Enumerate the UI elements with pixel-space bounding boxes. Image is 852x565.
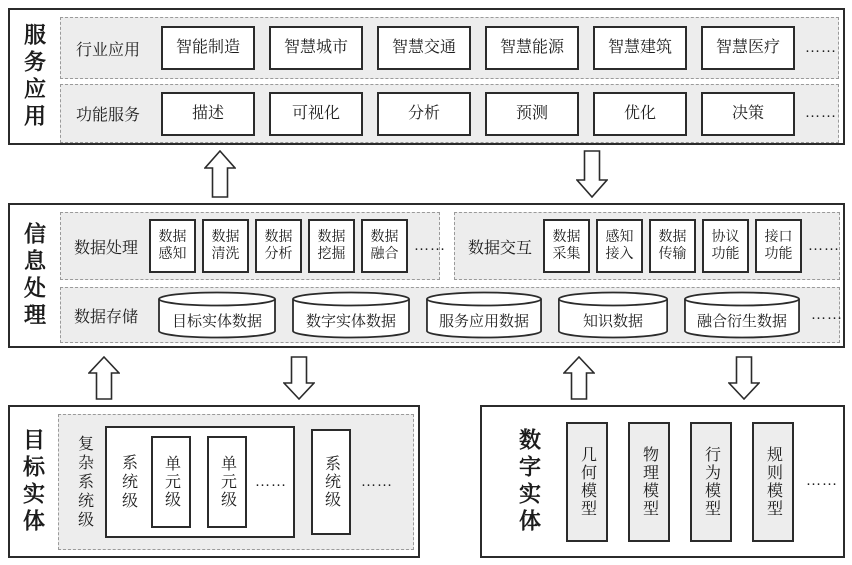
industry-application-row-label: 行业应用 [75,41,140,59]
database-cylinder [683,291,801,339]
function-service-row [60,84,839,143]
complex-system-label: 复杂系统级 [75,434,93,530]
info-processing-band [8,203,845,348]
data-interaction-row [454,212,840,280]
function-service-box: 决策 [701,92,795,136]
ellipsis-text: …… [811,306,843,323]
ellipsis-text: …… [805,105,837,121]
target-entity-side [10,407,56,556]
model-box: 物理模型 [628,422,670,542]
digital-entity-label: 数字实体 [516,427,542,536]
ellipsis-text: …… [255,473,287,490]
database-label: 知识数据 [582,313,643,330]
arrow-down-icon [576,150,608,203]
industry-app-box: 智慧能源 [485,26,579,70]
info-processing-side [10,205,58,346]
target-entity-label: 目标实体 [20,427,46,536]
industry-app-box: 智慧医疗 [701,26,795,70]
model-box: 几何模型 [566,422,608,542]
info-processing-label: 信息处理 [21,221,47,330]
data-interaction-box: 接口功能 [755,219,802,273]
industry-app-box: 智慧建筑 [593,26,687,70]
digital-entity-band [480,405,845,558]
unit-level-box: 单元级 [151,436,191,528]
data-storage-row-label: 数据存储 [73,308,138,326]
ellipsis-text: …… [806,473,838,489]
model-box: 规则模型 [752,422,794,542]
data-interaction-row-label: 数据交互 [467,239,532,257]
data-processing-box: 数据分析 [255,219,302,273]
industry-app-box: 智慧城市 [269,26,363,70]
data-interaction-box: 感知接入 [596,219,643,273]
data-processing-box: 数据清洗 [202,219,249,273]
data-interaction-box: 协议功能 [702,219,749,273]
arrow-up-icon [563,356,595,405]
function-service-box: 分析 [377,92,471,136]
system-level-group-label: 系统级 [119,453,137,511]
service-application-band [8,8,845,145]
function-service-box: 可视化 [269,92,363,136]
database-label: 目标实体数据 [171,313,262,330]
function-service-box: 预测 [485,92,579,136]
database-cylinder [291,291,411,339]
industry-application-row [60,17,839,79]
ellipsis-text: …… [361,473,393,490]
database-label: 服务应用数据 [438,313,529,330]
industry-app-box: 智慧交通 [377,26,471,70]
system-level-box: 系统级 [311,429,351,535]
data-processing-row-label: 数据处理 [73,239,138,257]
arrow-down-icon [728,356,760,405]
function-service-box: 优化 [593,92,687,136]
data-processing-box: 数据感知 [149,219,196,273]
database-cylinder [557,291,669,339]
data-processing-row [60,212,446,280]
database-label: 数字实体数据 [305,313,396,330]
data-processing-box: 数据挖掘 [308,219,355,273]
function-service-row-label: 功能服务 [75,107,140,124]
arrow-down-icon [283,356,315,405]
service-application-label: 服务应用 [21,22,47,131]
data-interaction-box: 数据采集 [543,219,590,273]
database-cylinder [425,291,543,339]
data-storage-row [60,287,843,343]
data-processing-box: 数据融合 [361,219,408,273]
service-application-side [10,10,58,143]
arrow-up-icon [88,356,120,405]
ellipsis-text: …… [808,237,840,254]
system-level-group [105,426,295,538]
data-interaction-box: 数据传输 [649,219,696,273]
complex-system-panel [58,414,414,550]
ellipsis-text: …… [414,237,446,254]
model-box: 行为模型 [690,422,732,542]
unit-level-box: 单元级 [207,436,247,528]
arrow-up-icon [204,150,236,203]
target-entity-band [8,405,420,558]
database-label: 融合衍生数据 [696,313,787,330]
industry-app-box: 智能制造 [161,26,255,70]
ellipsis-text: …… [805,39,837,56]
function-service-box: 描述 [161,92,255,136]
database-cylinder [157,291,277,339]
